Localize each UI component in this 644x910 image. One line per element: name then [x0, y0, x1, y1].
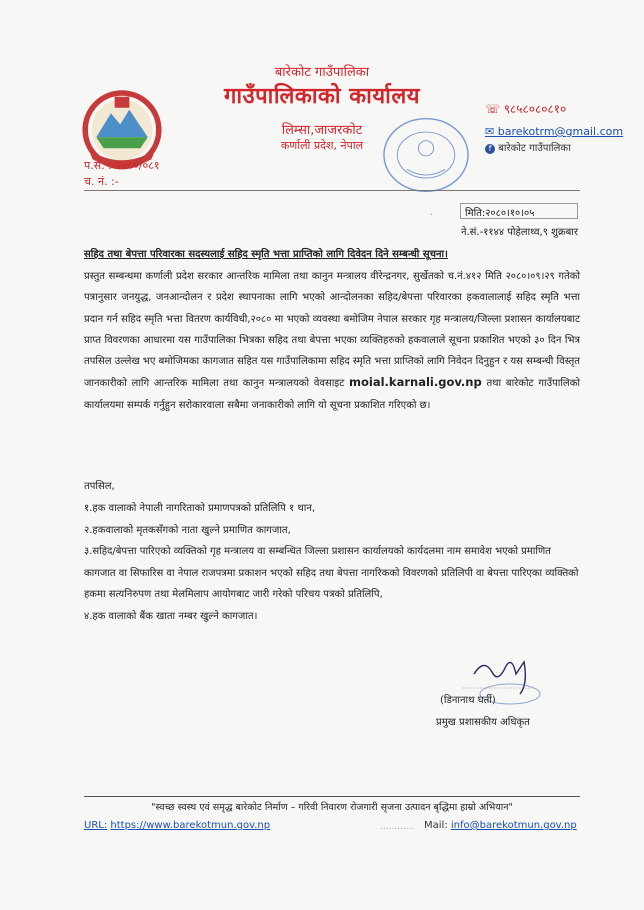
reference-block [84, 158, 160, 190]
notice-body [84, 266, 580, 416]
footer-mail-link[interactable]: info@barekotmun.gov.np [450, 820, 577, 831]
list-item: २.हकवालाको मृतकसँगको नाता खुल्ने प्रमाणित कागजात, [84, 524, 291, 536]
nepal-sambat-date: ने.सं.-११४४ पोहेलाथ्व,९ शुक्रबार [460, 227, 578, 238]
footer-divider [84, 796, 580, 797]
municipality-name: बारेकोट गाउँपालिका [274, 65, 370, 80]
body-text-before: प्रस्तुत सम्बन्धमा कर्णाली प्रदेश सरकार आन्तरिक मामिला तथा कानुन मन्त्रालय वीरेन्द्रनगर, सुर्खेतको च.नं.४१२ मिति २०८०।०९।२९ गतेको पत्रानुसार जनयुद्ध, जनआन्दोलन र प्रदेश स्थापनाका लागि भएको आन्दोलनका सहिद/बेपत्ता परिवारका हकवालालाई सहिद स्मृति भत्ता प्रदान गर्न सहिद स्मृति भत्ता वितरण कार्यविधी,२०८० मा भएको व्यवस्था बमोजिम नेपाल सरकार गृह मन्त्रालय/जिल्ला प्रशासन कार्यालयबाट प्राप्त विवरणका आधारमा यस गाउँपालिका भित्रका सहिद तथा बेपत्ता भएका व्यक्तिहरुको हकवालाले सूचना प्रकाशित भएको ३० दिन भित्र तपसिल उल्लेख भए बमोजिमका कागजात सहित यस गाउँपालिकामा सहिद स्मृति भत्ता प्राप्तिको लागि निवेदन दिनुहुन र यस सम्बन्धी विस्तृत जानकारीको लागि आन्तरिक मामिला तथा कानुन मन्त्रालयको वेवसाइट [84, 271, 580, 390]
contact-facebook: बारेकोट गाउँपालिका [498, 143, 571, 154]
ps-label: प.स. :- [84, 159, 116, 172]
date-dot: · [430, 210, 434, 221]
cn-label: च. नं. :- [84, 175, 119, 188]
document-list [84, 498, 580, 627]
footer-url-link[interactable]: https://www.barekotmun.gov.np [110, 820, 271, 831]
ps-value: २०८०/०८१ [115, 159, 160, 172]
office-seal-icon [378, 112, 474, 198]
tapasil-label: तपसिल, [84, 481, 115, 492]
office-title: गाउँपालिकाको कार्यालय [223, 84, 421, 109]
signatory-title: प्रमुख प्रशासकीय अधिकृत [436, 717, 530, 728]
footer-mail-row[interactable] [424, 820, 577, 831]
contact-email[interactable]: barekotrm@gmail.com [497, 125, 624, 138]
email-icon: ✉ [485, 125, 495, 138]
office-location: लिम्सा,जाजरकोट [281, 123, 363, 138]
contact-facebook-row[interactable] [485, 140, 571, 154]
date-box: मिति:२०८०।१०।०५ [460, 203, 578, 219]
list-item: १.हक वालाको नेपाली नागरिताको प्रमाणपत्रको प्रतिलिपि १ थान, [84, 503, 316, 514]
footer-url-label: URL: [84, 820, 108, 831]
list-item: ३.सहिद/बेपत्ता पारिएको व्यक्तिको गृह मन्त्रालय वा सम्बन्धित जिल्ला प्रशासन कार्यालयको कार्यदलमा नाम समावेश भएको प्रमाणित कागजात वा सिफारिस वा नेपाल राजपत्रमा प्रकाशन भएको सहिद तथा बेपत्ता नागरिकको विवरणको प्रतिलिपी वा बेपत्ता पारिएका व्यक्तिको हकमा सत्यनिरुपण तथा मेलमिलाप आयोगबाट जारी गरेको परिचय पत्रको प्रतिलिपि, [84, 546, 579, 600]
office-province: कर्णाली प्रदेश, नेपाल [280, 139, 364, 152]
notice-subject: सहिद तथा बेपत्ता परिवारका सदस्यलाई सहिद स्मृति भत्ता प्राप्तिको लागि दिवेदन दिने सम्बन्धी सूचना। [84, 249, 448, 260]
contact-phone: ☏ ९८५८०८०८१० [485, 102, 567, 116]
contact-email-row[interactable] [485, 125, 623, 138]
header-divider [84, 190, 580, 191]
ministry-website[interactable]: moial.karnali.gov.np [349, 375, 482, 390]
footer-slogan: "स्वच्छ स्वस्थ एवं समृद्ध बारेकोट निर्माण – गरिवी निवारण रोजगारी सृजना उत्पादन बृद्धिमा हाम्रो अभियान" [151, 802, 513, 813]
footer-url-row[interactable] [84, 820, 270, 831]
footer-mail-label: Mail: [424, 820, 448, 831]
body-text-after: तथा बारेकोट गाउँपालिको कार्यालयमा सम्पर्क गर्नुहुन सरोकारवाला सबैमा जनाकारीको लागि यो सूचना प्रकाशित गरिएको छ। [84, 378, 580, 411]
facebook-icon: f [485, 144, 495, 154]
list-item: ४.हक वालाको बैंक खाता नम्बर खुल्ने कागजात। [84, 610, 258, 622]
signatory-name: (डिनानाथ घर्ती) [440, 695, 496, 706]
footer-dots: ............ [380, 822, 415, 832]
